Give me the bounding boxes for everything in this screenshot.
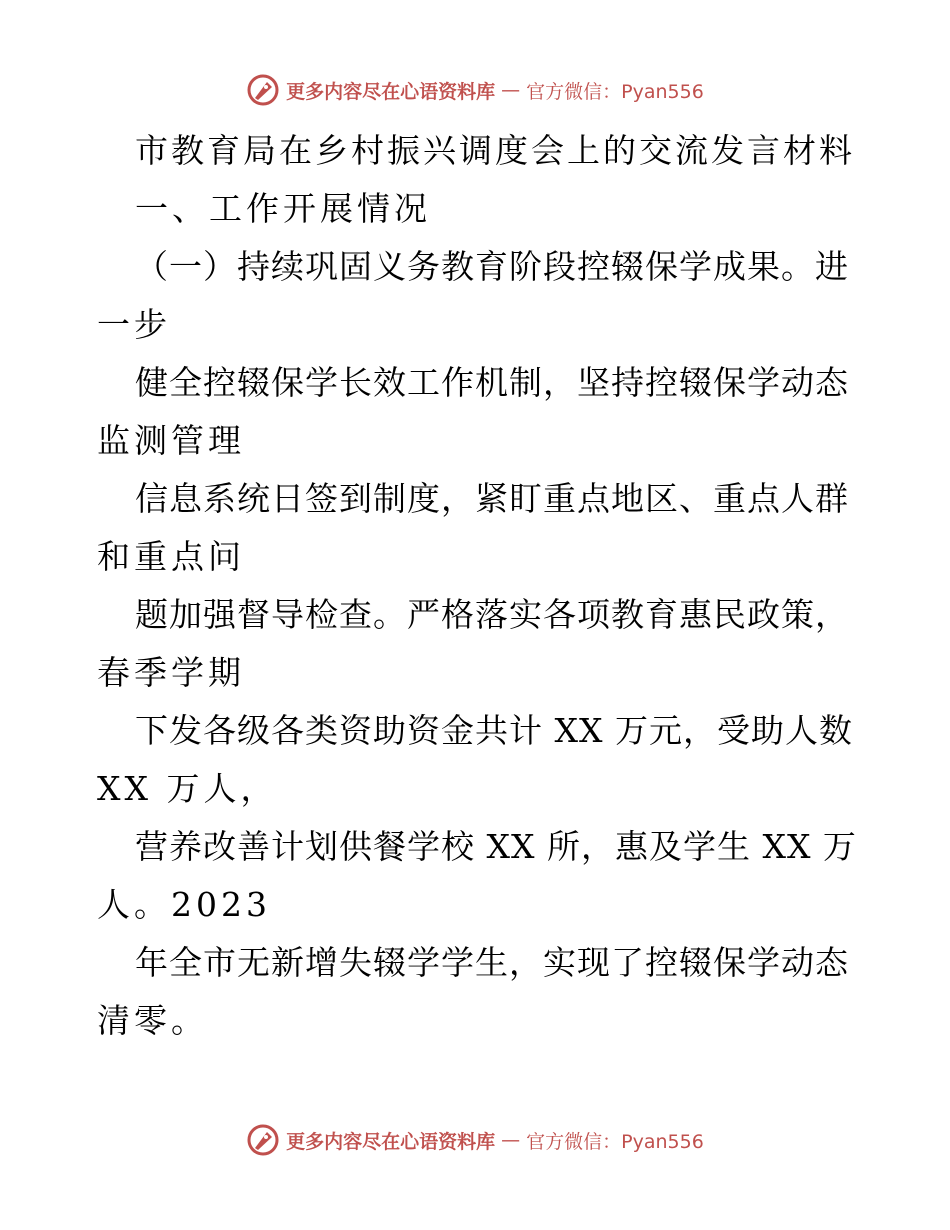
watermark-wechat-label: 官方微信：Pyan556 bbox=[526, 1130, 704, 1153]
paragraph-line: 春季学期 bbox=[97, 653, 245, 692]
paragraph-line: （一）持续巩固义务教育阶段控辍保学成果。进 bbox=[135, 247, 849, 286]
watermark-site-text: 更多内容尽在心语资料库 bbox=[286, 80, 496, 103]
paragraph-line: XX 万人， bbox=[97, 769, 278, 808]
watermark-separator: — bbox=[501, 79, 521, 101]
watermark-wechat-label: 官方微信：Pyan556 bbox=[526, 80, 704, 103]
paragraph-line: 监测管理 bbox=[97, 421, 245, 460]
watermark-header bbox=[0, 70, 950, 110]
paragraph-line: 信息系统日签到制度，紧盯重点地区、重点人群 bbox=[135, 479, 849, 518]
paragraph-line: 和重点问 bbox=[97, 537, 245, 576]
document-body bbox=[97, 122, 857, 1050]
watermark-footer bbox=[0, 1120, 950, 1160]
paragraph-line: 健全控辍保学长效工作机制，坚持控辍保学动态 bbox=[135, 363, 849, 402]
pen-nib-logo-icon bbox=[246, 73, 280, 107]
section-heading: 一、工作开展情况 bbox=[135, 189, 431, 228]
watermark-separator: — bbox=[501, 1129, 521, 1151]
document-title: 市教育局在乡村振兴调度会上的交流发言材料 bbox=[135, 131, 855, 170]
paragraph-line: 题加强督导检查。严格落实各项教育惠民政策， bbox=[135, 595, 849, 634]
paragraph-line: 营养改善计划供餐学校 XX 所，惠及学生 XX 万 bbox=[135, 827, 857, 866]
watermark-site-text: 更多内容尽在心语资料库 bbox=[286, 1130, 496, 1153]
paragraph-line: 年全市无新增失辍学学生，实现了控辍保学动态 bbox=[135, 943, 849, 982]
paragraph-line: 一步 bbox=[97, 305, 171, 344]
pen-nib-logo-icon bbox=[246, 1123, 280, 1157]
paragraph-line: 清零。 bbox=[97, 1001, 208, 1040]
paragraph-line: 下发各级各类资助资金共计 XX 万元，受助人数 bbox=[135, 711, 853, 750]
paragraph-line: 人。2023 bbox=[97, 885, 271, 924]
